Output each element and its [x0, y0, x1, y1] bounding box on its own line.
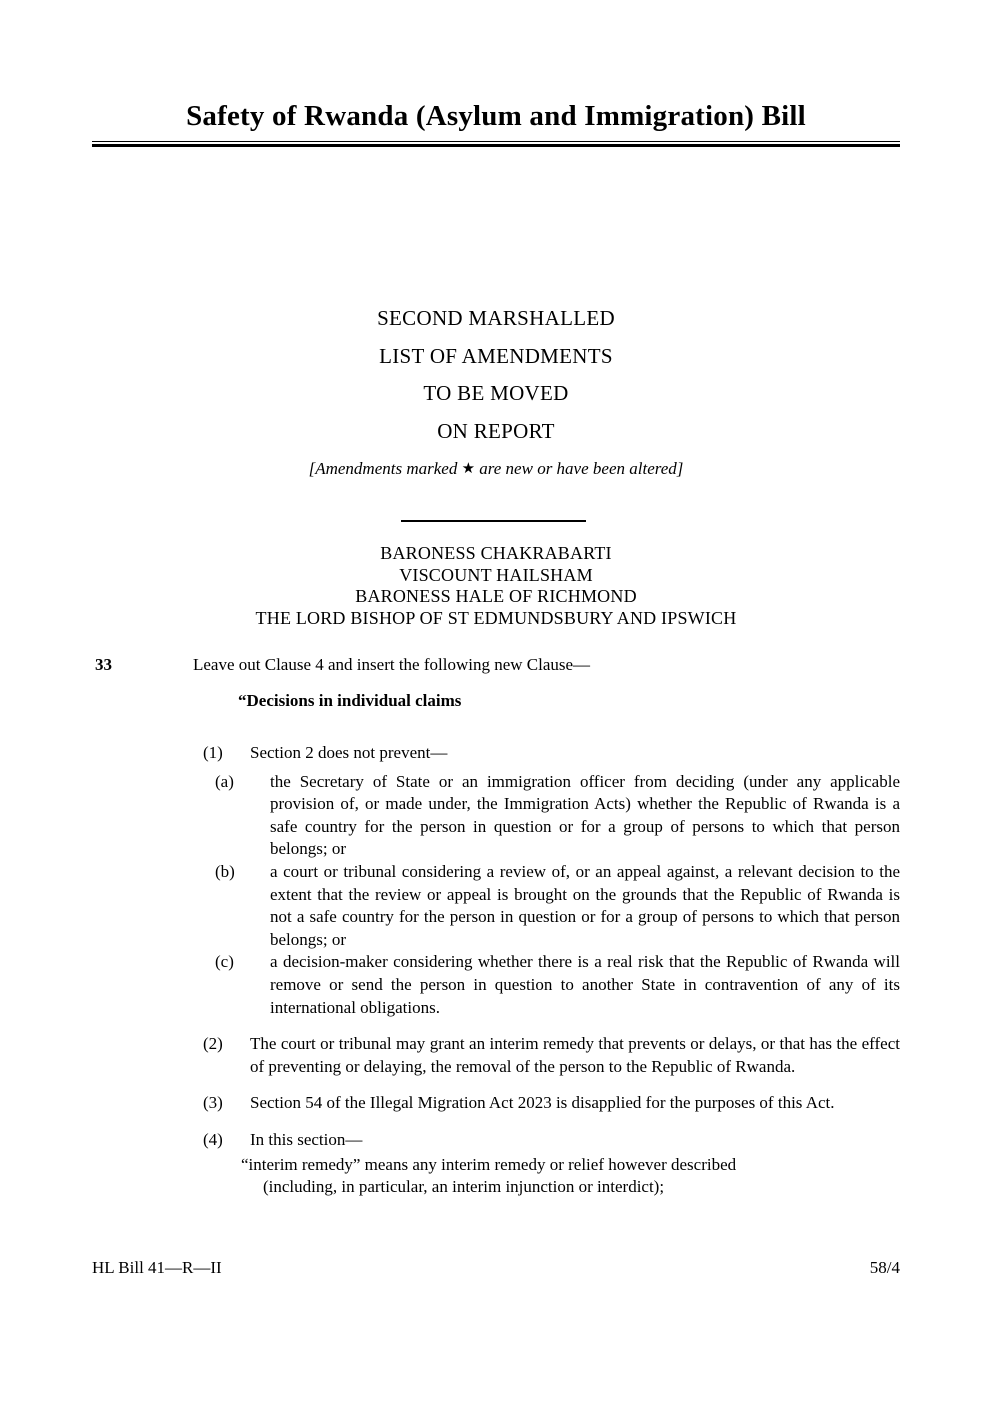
sponsors-list	[92, 543, 900, 629]
amendments-marked-note	[92, 459, 900, 479]
page-footer	[92, 1258, 900, 1278]
sponsor-name: BARONESS HALE OF RICHMOND	[355, 586, 637, 606]
note-text-before-star: Amendments marked	[315, 459, 462, 478]
sponsor-name: VISCOUNT HAILSHAM	[399, 564, 593, 585]
paragraph-text: Section 54 of the Illegal Migration Act 2023 is disapplied for the purposes of this Act.	[250, 1093, 835, 1113]
page-title: Safety of Rwanda (Asylum and Immigration) Bill	[186, 100, 806, 132]
amendment-lead-in: Leave out Clause 4 and insert the following new Clause—	[193, 655, 591, 674]
document-heading-block	[92, 300, 900, 450]
clause-paragraph	[203, 742, 900, 1019]
sponsor-name: BARONESS CHAKRABARTI	[380, 543, 612, 563]
amendment-number: 33	[95, 655, 112, 674]
clause-paragraph	[203, 1129, 900, 1199]
new-clause-heading: “Decisions in individual claims	[238, 691, 462, 710]
paragraph-text: The court or tribunal may grant an interim remedy that prevents or delays, or that has the effect of preventing or delaying, the removal of the person to the Republic of Rwanda.	[250, 1034, 900, 1076]
sponsors-divider	[401, 520, 586, 522]
subparagraph-text: the Secretary of State or an immigration officer from deciding (under any applicable provision of, or made under, the Immigration Acts) whether the Republic of Rwanda is a safe country for the person in question or for a group of persons to which that person belongs; or	[270, 771, 900, 859]
heading-line-3: TO BE MOVED	[423, 381, 569, 405]
definition-block	[241, 1154, 900, 1199]
subparagraph-marker: (c)	[215, 952, 234, 972]
clause-paragraph	[203, 1033, 900, 1078]
subparagraph-marker: (a)	[215, 771, 234, 791]
clause-paragraph-list	[203, 728, 900, 1199]
definition-line: “interim remedy” means any interim remedy or relief however described	[241, 1154, 737, 1174]
note-open-bracket: [	[308, 459, 316, 478]
paragraph-marker: (1)	[203, 743, 223, 762]
heading-line-2: LIST OF AMENDMENTS	[379, 343, 613, 368]
heading-line-4: ON REPORT	[437, 418, 555, 443]
clause-subparagraph	[215, 771, 900, 861]
subparagraph-marker: (b)	[215, 861, 235, 881]
paragraph-text: In this section—	[250, 1129, 363, 1149]
clause-subparagraph	[215, 861, 900, 951]
page-number: 58/4	[869, 1258, 900, 1277]
star-icon: ★	[461, 461, 476, 477]
clause-paragraph	[203, 1092, 900, 1115]
title-rule-thick	[92, 144, 900, 147]
paragraph-marker: (2)	[203, 1034, 223, 1054]
clause-subparagraph	[215, 951, 900, 1019]
bill-reference: HL Bill 41—R—II	[92, 1258, 222, 1277]
subparagraph-text: a court or tribunal considering a review of, or an appeal against, a relevant decision to the extent that the review or appeal is brought on the grounds that the Republic of Rwanda is not a safe country for the person in question or for a group of persons to which that person belongs; or	[270, 861, 900, 949]
title-double-rule	[92, 141, 900, 147]
definition-line: (including, in particular, an interim injunction or interdict);	[263, 1177, 665, 1197]
sponsor-name: THE LORD BISHOP OF ST EDMUNDSBURY AND IPSWICH	[255, 607, 737, 628]
paragraph-text: Section 2 does not prevent—	[250, 743, 448, 762]
subparagraph-text: a decision-maker considering whether there is a real risk that the Republic of Rwanda will remove or send the person in question to another State in contravention of any of its international obligations.	[270, 952, 900, 1017]
clause-subparagraph-list	[215, 771, 900, 1020]
heading-line-1: SECOND MARSHALLED	[377, 306, 615, 330]
note-text-after-star: are new or have been altered	[475, 459, 677, 478]
paragraph-marker: (3)	[203, 1093, 223, 1113]
note-close-bracket: ]	[676, 459, 684, 478]
paragraph-marker: (4)	[203, 1129, 223, 1149]
